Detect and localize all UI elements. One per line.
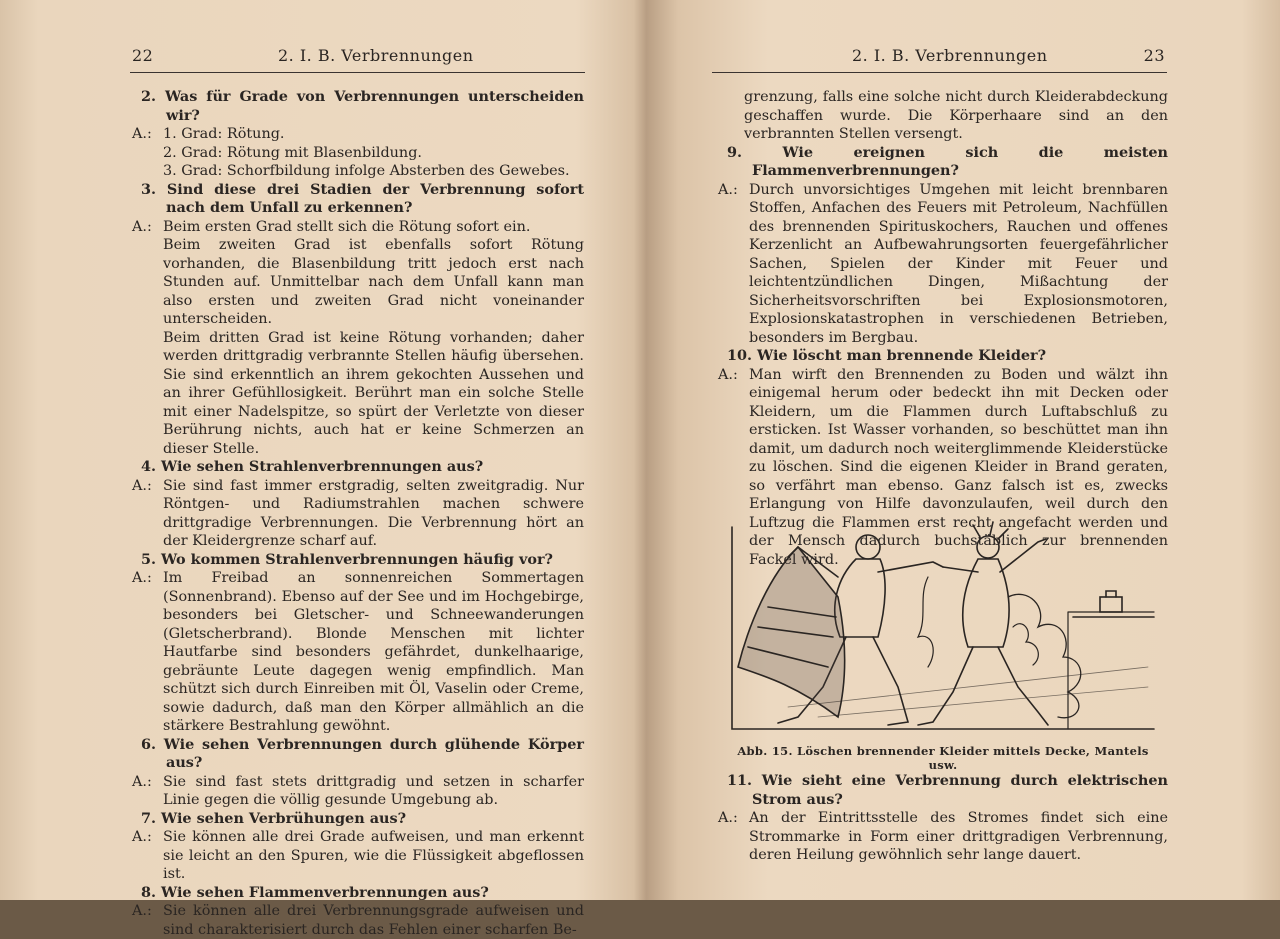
question: 11. Wie sieht eine Verbrennung durch elektrischen Strom aus? (727, 772, 1168, 808)
page-number: 22 (132, 46, 154, 65)
answer-text: 1. Grad: Rötung. (163, 126, 285, 142)
question: 10. Wie löscht man brennende Kleider? (727, 347, 1047, 364)
answer (132, 773, 584, 810)
answer-text: Sie können alle drei Verbrennungsgrade aufweisen und sind charakterisiert durch das Fehlen einer scharfen Be- (163, 903, 584, 938)
answer-text: Durch unvorsichtiges Umgehen mit leicht brennbaren Stoffen, Anfachen des Feuers mit Petroleum, Nachfüllen des brennenden Spirituskochers, Rauchen und offenes Kerzenlicht an Aufbewahrungsorten feuergefährlicher Sachen, Spielen der Kinder mit Feuer und leichtentzündlichen Dingen, Mißachtung der Sicherheitsvorschriften bei Explosionsmotoren, Explosionskatastrophen in verschiedenen Betrieben, besonders im Bergbau. (749, 181, 1168, 346)
right-text-block-lower (718, 772, 1168, 865)
right-running-header (712, 44, 1167, 73)
question: 9. Wie ereignen sich die meisten Flammenverbrennungen? (727, 143, 1168, 179)
answer-label: A.: (132, 773, 152, 790)
answer (132, 477, 584, 551)
answer-label: A.: (132, 477, 152, 494)
answer (718, 181, 1168, 348)
question: 2. Was für Grade von Verbrennungen unterscheiden wir? (141, 88, 584, 124)
answer-text: Im Freibad an sonnenreichen Sommertagen (Sonnenbrand). Ebenso auf der See und im Hochgebirge, besonders bei Gletscher- und Schneewanderungen (Gletscherbrand). Blonde Menschen mit lichter Hautfarbe sind besonders gefährdet, dunkelhaarige, gebräunte Leute dagegen wenig empfindlich. Man schützt sich durch Einreiben mit Öl, Vaselin oder Creme, sowie dadurch, daß man den Körper allmählich an die stärkere Bestrahlung gewöhnt. (163, 570, 584, 734)
question: 3. Sind diese drei Stadien der Verbrennung sofort nach dem Unfall zu erkennen? (141, 180, 584, 216)
running-title: 2. I. B. Verbrennungen (852, 46, 1048, 65)
answer-text: An der Eintrittsstelle des Stromes findet sich eine Strommarke in Form einer drittgradigen Verbrennung, deren Heilung gewöhnlich sehr lange dauert. (749, 810, 1168, 863)
answer-text: Beim zweiten Grad ist ebenfalls sofort Rötung vorhanden, die Blasenbildung tritt jedoch erst nach Stunden auf. Unmittelbar nach dem Unfall kann man also ersten und zweiten Grad nicht voneinander unterscheiden. (163, 237, 584, 327)
question: 5. Wo kommen Strahlenverbrennungen häufig vor? (141, 550, 553, 568)
answer-label: A.: (718, 366, 738, 383)
answer-label: A.: (132, 218, 152, 235)
answer (718, 809, 1168, 865)
answer (132, 218, 584, 459)
question: 4. Wie sehen Strahlenverbrennungen aus? (141, 458, 484, 475)
page-number: 23 (1143, 46, 1165, 65)
illustration-extinguishing-burning-clothes (728, 517, 1158, 734)
answer (132, 125, 584, 181)
answer-text: Man wirft den Brennenden zu Boden und wälzt ihn einigemal herum oder bedeckt ihn mit Decken oder Kleidern, um die Flammen durch Luftabschluß zu ersticken. Ist Wasser vorhanden, so beschüttet man ihn damit, um dadurch noch weiterglimmende Kleiderstücke zu löschen. Sind die eigenen Kleider in Brand geraten, so verfährt man ebenso. Ganz falsch ist es, zwecks Erlangung von Hilfe davonzulaufen, weil durch den Luftzug die Flammen erst recht angefacht werden und der Mensch dadurch buchstäblich zur brennenden Fackel wird. (749, 366, 1168, 568)
left-running-header (130, 44, 585, 73)
answer-label: A.: (132, 829, 152, 845)
answer-label: A.: (718, 181, 738, 198)
answer-text: 3. Grad: Schorfbildung infolge Absterben des Gewebes. (163, 163, 570, 179)
figure-caption: Abb. 15. Löschen brennender Kleider mittels Decke, Mantels usw. (737, 744, 1149, 772)
answer-text: Sie können alle drei Grade aufweisen, und man erkennt sie leicht an den Spuren, wie die Flüssigkeit abgeflossen ist. (163, 829, 584, 882)
question: 8. Wie sehen Flammenverbrennungen aus? (141, 883, 489, 901)
answer-label: A.: (718, 810, 738, 826)
question: 7. Wie sehen Verbrühungen aus? (141, 809, 407, 827)
running-title: 2. I. B. Verbrennungen (278, 46, 474, 65)
continuation-text: grenzung, falls eine solche nicht durch Kleiderabdeckung geschaffen wurde. Die Körperhaare sind an den verbrannten Stellen versengt. (744, 89, 1168, 142)
right-text-block (718, 88, 1168, 569)
answer (132, 569, 584, 736)
answer-text: Beim ersten Grad stellt sich die Rötung sofort ein. (163, 218, 531, 235)
left-text-block (132, 88, 584, 939)
answer-label: A.: (132, 126, 152, 142)
answer-label: A.: (132, 903, 152, 919)
answer (132, 828, 584, 884)
answer-text: Sie sind fast stets drittgradig und setzen in scharfer Linie gegen die völlig gesunde Umgebung ab. (163, 773, 584, 808)
answer-text: 2. Grad: Rötung mit Blasenbildung. (163, 144, 422, 161)
answer-label: A.: (132, 570, 152, 586)
answer (132, 902, 584, 939)
answer-text: Sie sind fast immer erstgradig, selten zweitgradig. Nur Röntgen- und Radiumstrahlen machen schwere drittgradige Verbrennungen. Die Verbrennung hört an der Kleidergrenze scharf auf. (163, 477, 584, 549)
question: 6. Wie sehen Verbrennungen durch glühende Körper aus? (141, 735, 584, 771)
answer-text: Beim dritten Grad ist keine Rötung vorhanden; daher werden drittgradig verbrannte Stellen häufig übersehen. Sie sind erkenntlich an ihrem gekochten Aussehen und an ihrer Gefühllosigkeit. Berührt man ein solche Stelle mit einer Nadelspitze, so spürt der Verletzte von dieser Berührung nichts, auch hat er keine Schmerzen an dieser Stelle. (163, 329, 584, 457)
